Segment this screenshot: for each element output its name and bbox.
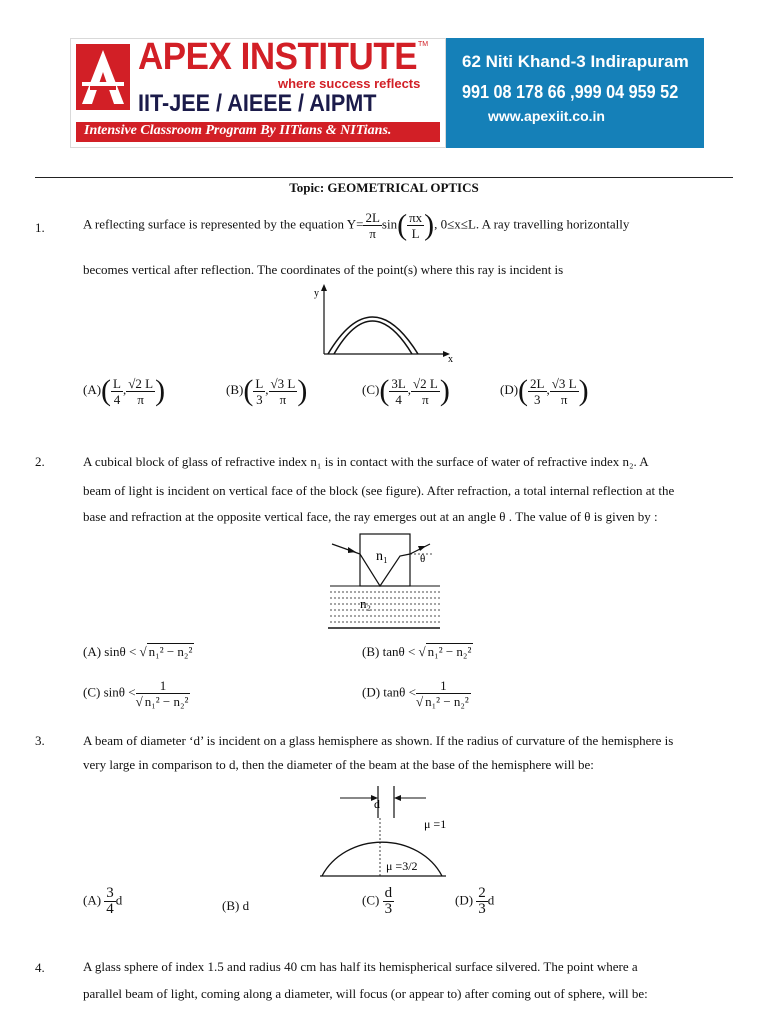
option-label: (A) (83, 892, 102, 908)
q1-c-x: 3L (391, 375, 406, 391)
q3-option-d[interactable] (455, 886, 494, 917)
q1-eq-sin: sin (381, 216, 398, 232)
q3-d-den: 3 (478, 901, 486, 917)
logo-a-icon (76, 44, 130, 110)
q1-option-a[interactable]: (A)( $\frac{L}{4}$ , $\frac{√2 L}{\pi}$ ) (83, 374, 166, 407)
q1-b-yd: π (279, 391, 287, 407)
q1-d-xd: 3 (534, 391, 541, 407)
question-2-line-2: beam of light is incident on vertical face of the block (see figure). After refraction, a total internal reflection at the (83, 483, 675, 498)
question-3-line-1: A beam of diameter ‘d’ is incident on a glass hemisphere as shown. If the radius of curvature of the hemisphere is (83, 733, 674, 748)
exam-names: IIT-JEE / AIEEE / AIPMT (138, 90, 377, 117)
question-number: 2. (35, 454, 45, 469)
q2-c-text: (C) sinθ < (83, 684, 136, 700)
option-label: (B) (226, 381, 244, 397)
q3-a-tail: d (115, 892, 123, 908)
option-label: (D) (500, 381, 519, 397)
q1-d-y: √3 L (551, 375, 577, 391)
q2-option-b[interactable]: (B) tanθ < √ n₁² − n₂² (362, 644, 472, 659)
q2-d-text: (D) tanθ < (362, 684, 416, 700)
q1-d-yd: π (560, 391, 568, 407)
address: 62 Niti Khand-3 Indirapuram (462, 52, 689, 71)
q3-option-b[interactable]: (B) d (222, 898, 250, 913)
q2-c-den: n₁² − n₂² (144, 694, 189, 709)
website: www.apexiit.co.in (488, 108, 605, 124)
q1-eq-inner (407, 210, 424, 241)
q1-text: A reflecting surface is represented by the equation Y= (83, 216, 364, 232)
q1-eq-in-num: πx (409, 210, 423, 225)
q3-figure (316, 782, 466, 880)
option-label: (D) (455, 892, 474, 908)
q3-option-a[interactable] (83, 886, 122, 917)
phone-numbers: 991 08 178 66 ,999 04 959 52 (462, 82, 679, 102)
n1-label: n₁ (376, 549, 388, 564)
q2-c-num: 1 (136, 678, 191, 694)
q1-c-yd: π (422, 391, 429, 407)
page-title: Topic: GEOMETRICAL OPTICS (289, 180, 479, 195)
q2-a-text: (A) sinθ < (83, 644, 137, 659)
option-label: (C) (362, 381, 380, 397)
q1-eq-den: π (369, 226, 376, 241)
q1-eq-num: 2L (365, 210, 380, 225)
option-label: (A) (83, 381, 102, 397)
q1-a-y: √2 L (128, 375, 154, 391)
question-1-line-1: A reflecting surface is represented by the equation Y= $\frac{2L}{\pi}$ sin( $\frac{\pi x}{L}$ ), 0≤x≤L. A ray travelling horizontally (83, 208, 630, 242)
q1-eq-fraction (363, 210, 381, 241)
q1-range: , 0≤x≤L. A ray travelling horizontally (434, 216, 630, 232)
question-number: 3. (35, 733, 45, 748)
q1-b-y: √3 L (270, 375, 296, 391)
q1-a-yd: π (137, 391, 144, 407)
q3-c-den: 3 (384, 901, 393, 917)
q2-option-d[interactable]: (D) tanθ < $\frac{1}{\text{√ n₁² − n₂²}}$ (362, 678, 469, 709)
q3-c-num: d (384, 885, 393, 901)
question-4-line-1: A glass sphere of index 1.5 and radius 40 cm has half its hemispherical surface silvered. The point where a (83, 959, 638, 974)
q2-option-c[interactable]: (C) sinθ < $\frac{1}{\text{√ n₁² − n₂²}}$ (83, 678, 189, 709)
q2-d-num: 1 (416, 678, 471, 694)
x-axis-label: x (448, 354, 453, 364)
n2-label: n₂ (360, 596, 372, 611)
question-4-line-2: parallel beam of light, coming along a diameter, will focus (or appear to) after coming out of sphere, will be: (83, 986, 648, 1001)
q2-option-a[interactable]: (A) sinθ < √ n₁² − n₂² (83, 644, 193, 659)
q2-b-text: (B) tanθ < (362, 644, 416, 659)
q1-option-d[interactable]: (D)( $\frac{2L}{3}$ , $\frac{√3 L}{\pi}$ ) (500, 374, 589, 407)
q1-a-xd: 4 (113, 391, 121, 407)
q1-eq-in-den: L (411, 226, 420, 241)
q1-option-c[interactable]: (C)( $\frac{3L}{4}$ , $\frac{√2 L}{\pi}$ ) (362, 374, 450, 407)
question-number: 4. (35, 960, 45, 975)
q1-b-x: L (255, 375, 264, 391)
logo-mark (76, 44, 130, 110)
question-number: 1. (35, 220, 45, 235)
q1-a-x: L (113, 375, 121, 391)
q1-d-x: 2L (530, 375, 545, 391)
q1-c-xd: 4 (395, 391, 402, 407)
q3-d-num: 2 (478, 885, 486, 901)
question-1-line-2: becomes vertical after reflection. The coordinates of the point(s) where this ray is incident is (83, 262, 564, 277)
q1-c-y: √2 L (413, 375, 438, 391)
q3-a-den: 4 (106, 901, 114, 917)
slogan: where success reflects (278, 76, 421, 91)
q1-b-xd: 3 (256, 391, 263, 407)
header-banner (70, 38, 704, 148)
q3-d-tail: d (487, 892, 495, 908)
theta-label: θ (420, 553, 426, 565)
q2-a-root: n₁² − n₂² (148, 644, 193, 659)
mu1-label: μ =1 (424, 817, 447, 831)
q3-option-c[interactable] (362, 886, 394, 917)
question-2-line-1: A cubical block of glass of refractive index n₁ is in contact with the surface of water of refractive index n₂. A (83, 454, 649, 469)
option-label: (C) (362, 892, 380, 908)
question-2-line-3: base and refraction at the opposite vertical face, the ray emerges out at an angle θ . The value of θ is given by : (83, 509, 658, 524)
q2-figure (322, 532, 446, 632)
trademark: TM (418, 41, 429, 48)
y-axis-label: y (314, 288, 319, 299)
q2-d-den: n₁² − n₂² (425, 694, 469, 709)
d-label: d (374, 797, 380, 811)
program-text: Intensive Classroom Program By IITians & NITians. (84, 123, 392, 138)
mu2-label: μ =3/2 (386, 859, 418, 873)
q1-option-b[interactable]: (B)( $\frac{L}{3}$ , $\frac{√3 L}{\pi}$ ) (226, 374, 308, 407)
question-3-line-2: very large in comparison to d, then the diameter of the beam at the base of the hemisphere will be: (83, 757, 594, 772)
q1-figure (310, 282, 460, 364)
q3-a-num: 3 (106, 885, 114, 901)
q2-b-root: n₁² − n₂² (427, 644, 472, 659)
header-rule (35, 177, 733, 178)
institute-name: APEX INSTITUTE (138, 36, 418, 78)
